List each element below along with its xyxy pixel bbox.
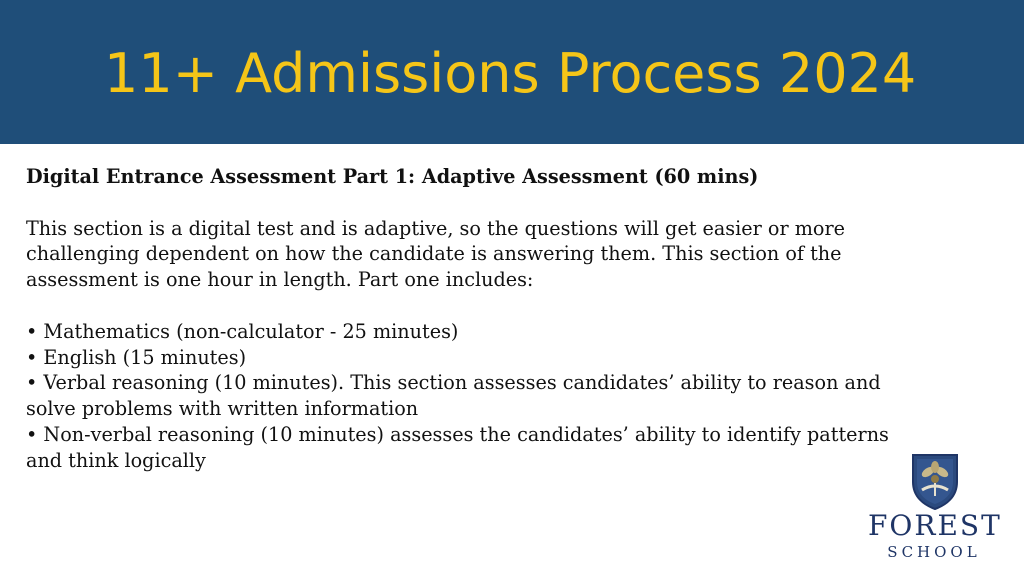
- oak-shield-crest-icon: [910, 452, 960, 510]
- school-logo: [868, 452, 1000, 570]
- page-title: 11+ Admissions Process 2024: [104, 42, 917, 105]
- content-body: [26, 164, 926, 474]
- intro-paragraph: This section is a digital test and is adaptive, so the questions will get easier or more challenging dependent on how the candidate is answering them. This section of the assessment is one hour in length. Part one includes:: [26, 216, 846, 292]
- logo-wordmark-school: SCHOOL: [887, 543, 981, 561]
- logo-wordmark-forest: FOREST: [868, 509, 1002, 542]
- section-heading: Digital Entrance Assessment Part 1: Adaptive Assessment (60 mins): [26, 165, 759, 188]
- assessment-list: [26, 319, 926, 474]
- list-item: • Verbal reasoning (10 minutes). This section assesses candidates’ ability to reason and solve problems with written information: [26, 371, 881, 421]
- list-item: • Mathematics (non-calculator - 25 minutes): [26, 319, 459, 343]
- list-item: • English (15 minutes): [26, 345, 247, 369]
- list-item: • Non-verbal reasoning (10 minutes) assesses the candidates’ ability to identify patterns and think logically: [26, 422, 889, 472]
- title-banner: [0, 0, 1024, 144]
